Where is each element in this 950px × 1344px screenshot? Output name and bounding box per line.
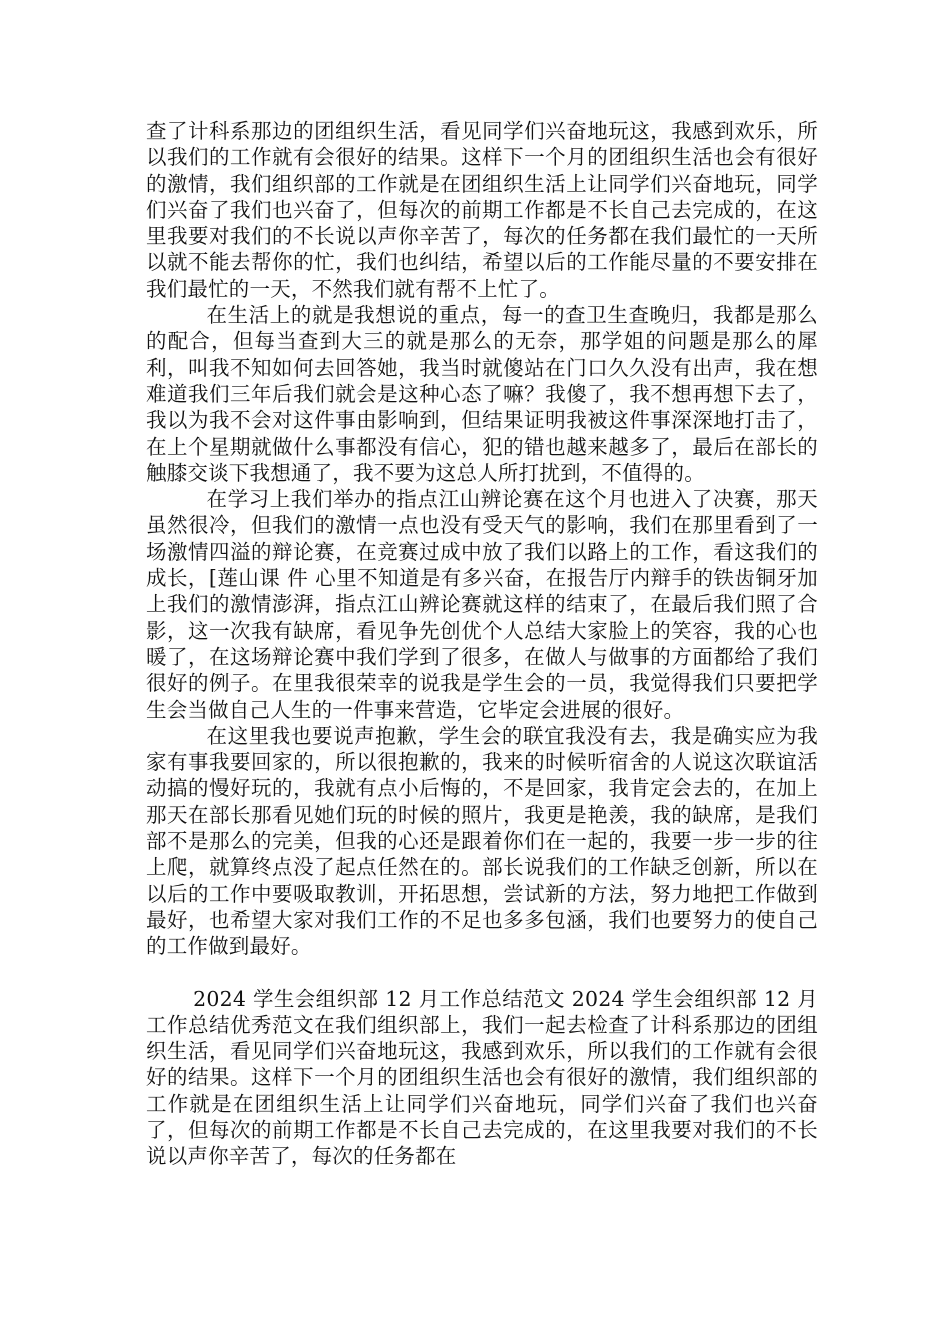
document-body	[146, 118, 818, 1170]
paragraph-study: 在学习上我们举办的指点江山辨论赛在这个月也进入了决赛，那天虽然很冷，但我们的激情一点也没有受天气的影响，我们在那里看到了一场激情四溢的辩论赛，在竞赛过成中放了我们以路上的工作，看这我们的成长，[莲山课 件 心里不知道是有多兴奋，在报告厅内辩手的铁齿铜牙加上我们的激情澎湃，指点江山辨论赛就这样的结束了，在最后我们照了合影，这一次我有缺席，看见争先创优个人总结大家脸上的笑容，我的心也暖了，在这场辩论赛中我们学到了很多，在做人与做事的方面都给了我们很好的例子。在里我很荣幸的说我是学生会的一员，我觉得我们只要把学生会当做自己人生的一件事来营造，它毕定会进展的很好。	[146, 487, 818, 722]
paragraph-summary-title: 2024 学生会组织部 12 月工作总结范文 2024 学生会组织部 12 月工作总结优秀范文在我们组织部上，我们一起去检查了计科系那边的团组织生活，看见同学们兴奋地玩这，我感到欢乐，所以我们的工作就有会很好的结果。这样下一个月的团组织生活也会有很好的激情，我们组织部的工作就是在团组织生活上让同学们兴奋地玩，同学们兴奋了我们也兴奋了，但每次的前期工作都是不长自己去完成的，在这里我要对我们的不长说以声你辛苦了，每次的任务都在	[146, 986, 818, 1169]
paragraph-apology: 在这里我也要说声抱歉，学生会的联宜我没有去，我是确实应为我家有事我要回家的，所以很抱歉的，我来的时候听宿舍的人说这次联谊活动搞的慢好玩的，我就有点小后悔的，不是回家，我肯定会去的，在加上那天在部长那看见她们玩的时候的照片，我更是艳羡，我的缺席，是我们部不是那么的完美，但我的心还是跟着你们在一起的，我要一步一步的往上爬，就算终点没了起点任然在的。部长说我们的工作缺乏创新，所以在以后的工作中要吸取教训，开拓思想，尝试新的方法，努力地把工作做到最好，也希望大家对我们工作的不足也多多包涵，我们也要努力的使自己的工作做到最好。	[146, 723, 818, 959]
paragraph-continuation: 查了计科系那边的团组织生活，看见同学们兴奋地玩这，我感到欢乐，所以我们的工作就有会很好的结果。这样下一个月的团组织生活也会有很好的激情，我们组织部的工作就是在团组织生活上让同学们兴奋地玩，同学们兴奋了我们也兴奋了，但每次的前期工作都是不长自己去完成的，在这里我要对我们的不长说以声你辛苦了，每次的任务都在我们最忙的一天所以就不能去帮你的忙，我们也纠结，希望以后的工作能尽量的不要安排在我们最忙的一天，不然我们就有帮不上忙了。	[146, 119, 818, 301]
paragraph-life: 在生活上的就是我想说的重点，每一的查卫生查晚归，我都是那么的配合，但每当查到大三的就是那么的无奈，那学姐的问题是那么的犀利，叫我不知如何去回答她，我当时就傻站在门口久久没有出声，我在想难道我们三年后我们就会是这种心态了嘛？我傻了，我不想再想下去了，我以为我不会对这件事由影响到，但结果证明我被这件事深深地打击了，在上个星期就做什么事都没有信心，犯的错也越来越多了，最后在部长的触膝交谈下我想通了，我不要为这总人所打扰到，不值得的。	[146, 303, 818, 485]
paragraph-spacer	[146, 960, 818, 986]
